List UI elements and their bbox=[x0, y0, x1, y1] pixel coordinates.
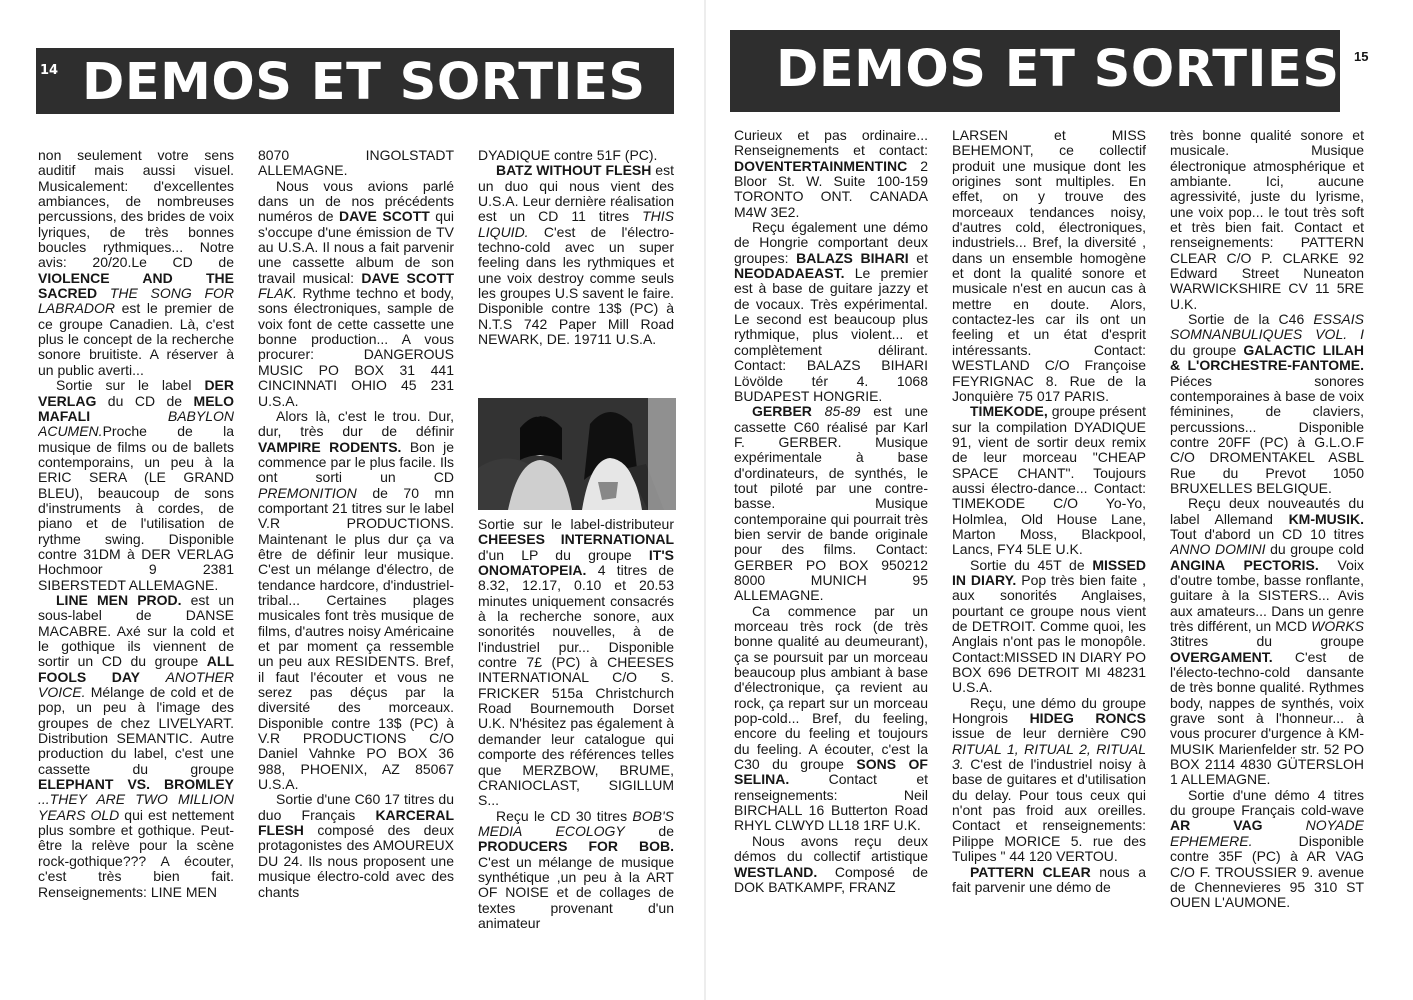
article-column bbox=[478, 517, 674, 958]
body-text: Reçu le CD 30 titres bbox=[496, 807, 633, 824]
body-text: Curieux et pas ordinaire... Renseignements et contact: bbox=[734, 128, 928, 159]
left-page bbox=[0, 0, 706, 1000]
body-text bbox=[812, 403, 825, 419]
italic-title: FLAK. bbox=[258, 285, 297, 302]
article-paragraph bbox=[1170, 312, 1364, 496]
article-paragraph bbox=[734, 604, 928, 834]
body-text: Piéces sonores contemporaines à base de voix féminines, de claviers, percussions... Disponible contre 20FF (PC) à G.L.O.F C/O DROMENTAKEL ASBL Rue du Prevot 1050 BRUXELLES BELGIQUE. bbox=[1170, 372, 1364, 496]
article-paragraph bbox=[258, 792, 454, 899]
bold-name: ANGINA PECTORIS. bbox=[1170, 556, 1319, 573]
body-text: Alors là, c'est le trou. Dur, dur, très dur de définir bbox=[258, 407, 454, 440]
italic-title: ANNO DOMINI bbox=[1170, 541, 1266, 558]
body-text: de bbox=[624, 822, 674, 839]
body-text: 4 titres de 8.32, 12.17, 0.10 et 20.53 minutes uniquement consacrés à la recherche sonore, aux sonorités nouvelles, à de l'industriel pur... Disponible contre 7£ (PC) à CHEESES INTERNATIONAL C/O S. FRICKER 515a Christchurch Road Bournemouth Dorset U.K. N'hésitez pas également à demander leur catalogue qui comporte des références telles que MERZBOW, BRUME, CRANIOCLAST, SIGILLUM S... bbox=[478, 562, 674, 809]
article-paragraph bbox=[734, 834, 928, 895]
bold-name: MELO MAFALI bbox=[38, 392, 234, 424]
body-text: Proche de la musique de films ou de ballets contemporains, un peu à la ERIC SERA (LE GRAND BLEU), beaucoup de sons d'instruments à cordes, de piano et de l'utilisation de rythme swing. Disponible contre 31DM à DER VERLAG Hochmoor 9 2381 SIBERSTEDT ALLEMAGNE. bbox=[38, 423, 234, 593]
article-paragraph bbox=[952, 404, 1146, 557]
article-paragraph bbox=[1170, 128, 1364, 312]
bold-name: MISSED IN DIARY. bbox=[952, 556, 1146, 588]
body-text: Sortie du 45T de bbox=[970, 556, 1093, 573]
body-text: est un duo qui nous vient des U.S.A. Leur dernière réalisation est un CD 11 titres bbox=[478, 162, 674, 225]
body-text: 8070 INGOLSTADT ALLEMAGNE. bbox=[258, 148, 454, 179]
body-text: de 70 mn comportant 21 titres sur le label V.R PRODUCTIONS. Maintenant le plus dur ça va être de définir leur musique. C'est un mélange d'électro, de tendance hardcore, d'industriel-tribal... Certaines plages musicales font très musique de films, d'autres noisy Américaine et par moment ça ressemble un peu aux RESIDENTS. Bref, il faut l'écouter et vous ne serez pas déçus par la diversité des morceaux. Disponible contre 13$ (PC) à V.R PRODUCTIONS C/O Daniel Vahnke PO BOX 36 988, PHOENIX, AZ 85067 U.S.A. bbox=[258, 484, 454, 793]
article-paragraph bbox=[952, 558, 1146, 696]
body-text: du groupe bbox=[1170, 341, 1244, 358]
bold-name: IT'S ONOMATOPEIA. bbox=[478, 546, 674, 579]
body-text: Disponible contre 35F (PC) à AR VAG C/O F. TROUSSIER 9. avenue de Chennevieres 95 310 ST OUEN L'AUMONE. bbox=[1170, 832, 1364, 911]
body-text: Composé de DOK BATKAMPF, FRANZ bbox=[734, 863, 928, 895]
body-text: qui s'occupe d'une émission de TV au U.S.A. Il nous a fait parvenir une cassette album de son travail musical: bbox=[258, 208, 454, 286]
page-number: 15 bbox=[1354, 49, 1369, 64]
article-paragraph bbox=[734, 128, 928, 220]
article-paragraph bbox=[1170, 496, 1364, 788]
bold-name: ALL FOOLS DAY bbox=[38, 653, 234, 685]
page-title: DEMOS ET SORTIES bbox=[776, 40, 1340, 99]
article-paragraph bbox=[952, 128, 1146, 404]
article-paragraph bbox=[1170, 788, 1364, 911]
article-column bbox=[258, 148, 454, 958]
body-text bbox=[90, 408, 168, 424]
italic-title: ANOTHER VOICE. bbox=[38, 668, 234, 701]
body-text: est un sous-label de DANSE MACABRE. Axé sur la cold et le gothique ils viennent de sortir un CD du groupe bbox=[38, 591, 234, 670]
bold-name: DOVENTERTAINMENTINC bbox=[734, 157, 908, 174]
article-paragraph bbox=[258, 409, 454, 793]
right-title-banner bbox=[730, 30, 1340, 112]
body-text: C'est de l'électro-techno-cold avec un super feeling dans les rythmiques et une voix destroy comme seuls les groupes U.S savent le faire. Disponible contre 13$ (PC) à N.T.S 742 Paper Mill Road NEWARK, DE. 19711 U.S.A. bbox=[478, 223, 674, 348]
italic-title: NOYADE EPHEMERE. bbox=[1170, 817, 1364, 849]
article-column bbox=[952, 128, 1146, 958]
article-paragraph bbox=[38, 593, 234, 900]
italic-title: PREMONITION bbox=[258, 484, 357, 501]
article-paragraph bbox=[478, 163, 674, 347]
italic-title: BOB'S MEDIA ECOLOGY bbox=[478, 807, 674, 839]
article-column bbox=[38, 148, 234, 958]
bold-name: SONS OF SELINA. bbox=[734, 756, 928, 788]
page-number: 14 bbox=[40, 63, 59, 78]
bold-name: BATZ WITHOUT FLESH bbox=[496, 162, 652, 179]
bold-name: GERBER bbox=[752, 403, 812, 420]
body-text: Contact et renseignements: Neil BIRCHALL 16 Butterton Road RHYL CLWYD LL18 1RF U.K. bbox=[734, 771, 928, 834]
bold-name: VIOLENCE AND THE SACRED bbox=[38, 269, 234, 302]
body-text: Nous vous avions parlé dans un de nos précédents numéros de bbox=[258, 177, 454, 225]
body-text: Mélange de cold et de pop, un peu à l'image des groupes de chez LIVELYART. Distribution SEMANTIC. Autre production du label, c'est une cassette du groupe bbox=[38, 684, 234, 777]
band-photo-image bbox=[478, 398, 676, 510]
body-text: Sortie d'une démo 4 titres du groupe Français cold-wave bbox=[1170, 786, 1364, 819]
bold-name: ELEPHANT VS. BROMLEY bbox=[38, 776, 234, 793]
body-text: C'est de l'industriel noisy à base de guitares et d'utilisation du delay. Pour tous ceux qui n'ont pas froid aux oreilles. Contact et renseignements: Pilippe MORICE 5. rue des Tulipes " 44 120 VERTOU. bbox=[952, 756, 1146, 865]
article-paragraph bbox=[952, 696, 1146, 865]
article-paragraph bbox=[258, 148, 454, 179]
bold-name: OVERGAMENT. bbox=[1170, 648, 1273, 665]
article-paragraph bbox=[38, 378, 234, 593]
body-text bbox=[140, 669, 166, 685]
body-text: est une cassette C60 réalisé par Karl F. GERBER. Musique expérimentale à base d'ordinateurs, de synthés, le tout piloté par une contre-basse. Musique contemporaine qui pourrait très bien servir de bande originale pour des films. Contact: GERBER PO BOX 950212 8000 MUNICH 95 ALLEMAGNE. bbox=[734, 403, 928, 604]
body-text: C'est de l'électo-techno-cold dansante de très bonne qualité. Rythmes body, nappes de synthés, voix grave sont à l'honneur... à vous procurer d'urgence à KM-MUSIK Marienfelder str. 52 PO BOX 2114 4830 GÜTERSLOH 1 ALLEMAGNE. bbox=[1170, 648, 1364, 788]
body-text: Bon je commence par le plus facile. Ils ont sorti un CD bbox=[258, 438, 454, 486]
body-text: Voix d'outre tombe, basse ronflante, guitare à la SISTERS... Avis aux amateurs... Dans un genre très différent, un MCD bbox=[1170, 556, 1364, 634]
article-column bbox=[734, 128, 928, 958]
italic-title: RITUAL 1, RITUAL 2, RITUAL 3. bbox=[952, 740, 1146, 773]
body-text: très bonne qualité sonore et musicale. Musique électronique atmosphérique et ambiante. Ici, aucune agressivité, juste du lyrisme, une voix pop... le tout très soft et très bien fait. Contact et renseignements: PATTERN CLEAR C/O P. CLARKE 92 Edward Street Nuneaton WARWICKSHIRE CV 11 5RE U.K. bbox=[1170, 128, 1364, 312]
body-text: d'un LP du groupe bbox=[478, 546, 649, 563]
bold-name: LINE MEN PROD. bbox=[56, 591, 182, 608]
body-text: C'est un mélange de musique synthétique ,un peu à la ART OF NOISE et de collages de textes provenant d'un animateur bbox=[478, 853, 674, 931]
italic-title: 85-89 bbox=[824, 403, 861, 420]
italic-title: ...THEY ARE TWO MILLION YEARS OLD bbox=[38, 791, 234, 823]
body-text: Rythme techno et body, sons électroniques, sample de voix font de cette cassette une bonne production... A vous procurer: DANGEROUS MUSIC PO BOX 31 441 CINCINNATI OHIO 45 231 U.S.A. bbox=[258, 285, 454, 409]
body-text: Reçu, une démo du groupe Hongrois bbox=[952, 694, 1146, 727]
body-text: Tout d'abord un CD 10 titres bbox=[1170, 525, 1364, 542]
body-text: 2 Bloor St. W. Suite 100-159 TORONTO ONT. CANADA M4W 3E2. bbox=[734, 157, 928, 220]
article-paragraph bbox=[478, 148, 674, 163]
right-page bbox=[706, 0, 1413, 1000]
italic-title: BABYLON ACUMEN. bbox=[38, 407, 234, 440]
body-text: Reçu deux nouveautés du label Allemand bbox=[1170, 495, 1364, 527]
body-text: Nous avons reçu deux démos du collectif artistique bbox=[734, 832, 928, 865]
bold-name: DAVE SCOTT bbox=[361, 269, 454, 286]
body-text: groupe présent sur la compilation DYADIQUE 91, vient de sortir deux remix de leur morceau "CHEAP SPACE CHANT". Toujours aussi électro-dance... Contact: TIMEKODE C/O Yo-Yo, Holmlea, Old House Lane, Marton Moss, Blackpool, Lancs, FY4 5LE U.K. bbox=[952, 403, 1146, 558]
article-paragraph bbox=[952, 865, 1146, 896]
body-text bbox=[97, 285, 110, 301]
body-text: Sortie d'une C60 17 titres du duo Français bbox=[258, 791, 454, 823]
body-text: Sortie sur le label-distributeur bbox=[478, 517, 674, 532]
body-text: Sortie de la C46 bbox=[1188, 311, 1314, 328]
bold-name: CHEESES INTERNATIONAL bbox=[478, 531, 674, 548]
bold-name: DER VERLAG bbox=[38, 377, 234, 409]
article-paragraph bbox=[478, 517, 674, 809]
bold-name: PRODUCERS FOR BOB. bbox=[478, 838, 674, 855]
article-paragraph bbox=[38, 148, 234, 378]
bold-name: TIMEKODE, bbox=[970, 403, 1048, 420]
bold-name: BALAZS BIHARI bbox=[796, 249, 909, 266]
body-text: est le premier de ce groupe Canadien. Là, c'est plus le concept de la recherche sonore bruitiste. A réserver à un public averti... bbox=[38, 300, 234, 378]
body-text: qui est nettement plus sombre et gothique. Peut-être la relève pour la scène rock-gothique??? A écouter, c'est très bien fait. Renseignements: LINE MEN bbox=[38, 806, 234, 900]
body-text: composé des deux protagonistes des AMOUREUX DU 24. Ils nous proposent une musique électro-cold avec des chants bbox=[258, 822, 454, 900]
body-text: non seulement votre sens auditif mais aussi visuel. Musicalement: d'excellentes ambiances, de nombreuses percussions, des brides de voix lyriques, de très bonnes boucles rythmiques... Notre avis: 20/20.Le CD de bbox=[38, 148, 234, 271]
bold-name: AR VAG bbox=[1170, 817, 1263, 834]
body-text: du CD de bbox=[96, 392, 194, 409]
left-title-banner bbox=[36, 48, 674, 114]
body-text: issue de leur dernière C90 bbox=[952, 725, 1146, 742]
bold-name: KM-MUSIK. bbox=[1288, 510, 1364, 527]
article-paragraph bbox=[478, 809, 674, 932]
italic-title: WORKS bbox=[1311, 618, 1364, 634]
article-paragraph bbox=[734, 404, 928, 603]
body-text: Pop très bien faite , aux sonorités Anglaises, pourtant ce groupe nous vient de DETROIT. Comme quoi, les Anglais n'ont pas le monopôle. Contact:MISSED IN DIARY PO BOX 696 DETROIT MI 48231 U.S.A. bbox=[952, 571, 1146, 696]
body-text: DYADIQUE contre 51F (PC). bbox=[478, 148, 658, 163]
body-text: Ca commence par un morceau très rock (de très bonne qualité au deumeurant), ça se poursuit par un morceau beaucoup plus ambiant à base d'électronique, ça revient au rock, ça repart sur un morceau pop-cold... Bref, du feeling, encore du feeling et toujours du feeling. A écouter, c'est la C30 du groupe bbox=[734, 602, 928, 773]
bold-name: PATTERN CLEAR bbox=[970, 863, 1091, 880]
body-text: Le premier est à base de guitare jazzy et de vocaux. Très expérimental. Le second est beaucoup plus rythmique, plus violent... et complètement délirant. Contact: BALAZS BIHARI Lövölde tér 4. 1068 BUDAPEST HONGRIE. bbox=[734, 265, 928, 404]
body-text bbox=[1263, 817, 1306, 833]
bold-name: VAMPIRE RODENTS. bbox=[258, 438, 402, 455]
body-text: 3titres du groupe bbox=[1170, 633, 1364, 650]
italic-title: THE SONG FOR LABRADOR bbox=[38, 285, 234, 317]
body-text: nous a fait parvenir une démo de bbox=[952, 863, 1146, 895]
article-column bbox=[1170, 128, 1364, 958]
body-text: LARSEN et MISS BEHEMONT, ce collectif produit une musique dont les origines sont multiples. En effet, on y trouve des morceaux tendances noisy, d'autres cold, électroniques, industriels... Bref, la diversité , dans un ensemble homogène et dont la qualité sonore et musicale n'est en aucun cas à mettre en doute. Alors, contactez-les car ils ont un feeling et un état d'esprit intéressants. Contact: WESTLAND C/O Françoise FEYRIGNAC 8. Rue de la Jonquière 75 017 PARIS. bbox=[952, 128, 1146, 404]
band-photo bbox=[478, 398, 676, 510]
bold-name: KARCERAL FLESH bbox=[258, 806, 454, 839]
body-text: et bbox=[908, 249, 928, 266]
bold-name: DAVE SCOTT bbox=[339, 208, 430, 225]
italic-title: THIS LIQUID. bbox=[478, 208, 674, 240]
bold-name: NEODADAEAST. bbox=[734, 265, 845, 282]
bold-name: GALACTIC LILAH & L'ORCHESTRE-FANTOME. bbox=[1170, 341, 1364, 374]
page-title: DEMOS ET SORTIES bbox=[82, 53, 646, 112]
bold-name: WESTLAND. bbox=[734, 863, 818, 880]
article-column bbox=[478, 148, 674, 394]
body-text: Reçu également une démo de Hongrie comportant deux groupes: bbox=[734, 219, 928, 266]
body-text: Sortie sur le label bbox=[56, 377, 205, 394]
bold-name: HIDEG RONCS bbox=[1029, 710, 1146, 727]
italic-title: ESSAIS SOMNANBULIQUES VOL. I bbox=[1170, 311, 1364, 343]
article-paragraph bbox=[258, 179, 454, 409]
body-text: du groupe cold bbox=[1265, 541, 1364, 558]
article-paragraph bbox=[734, 220, 928, 404]
